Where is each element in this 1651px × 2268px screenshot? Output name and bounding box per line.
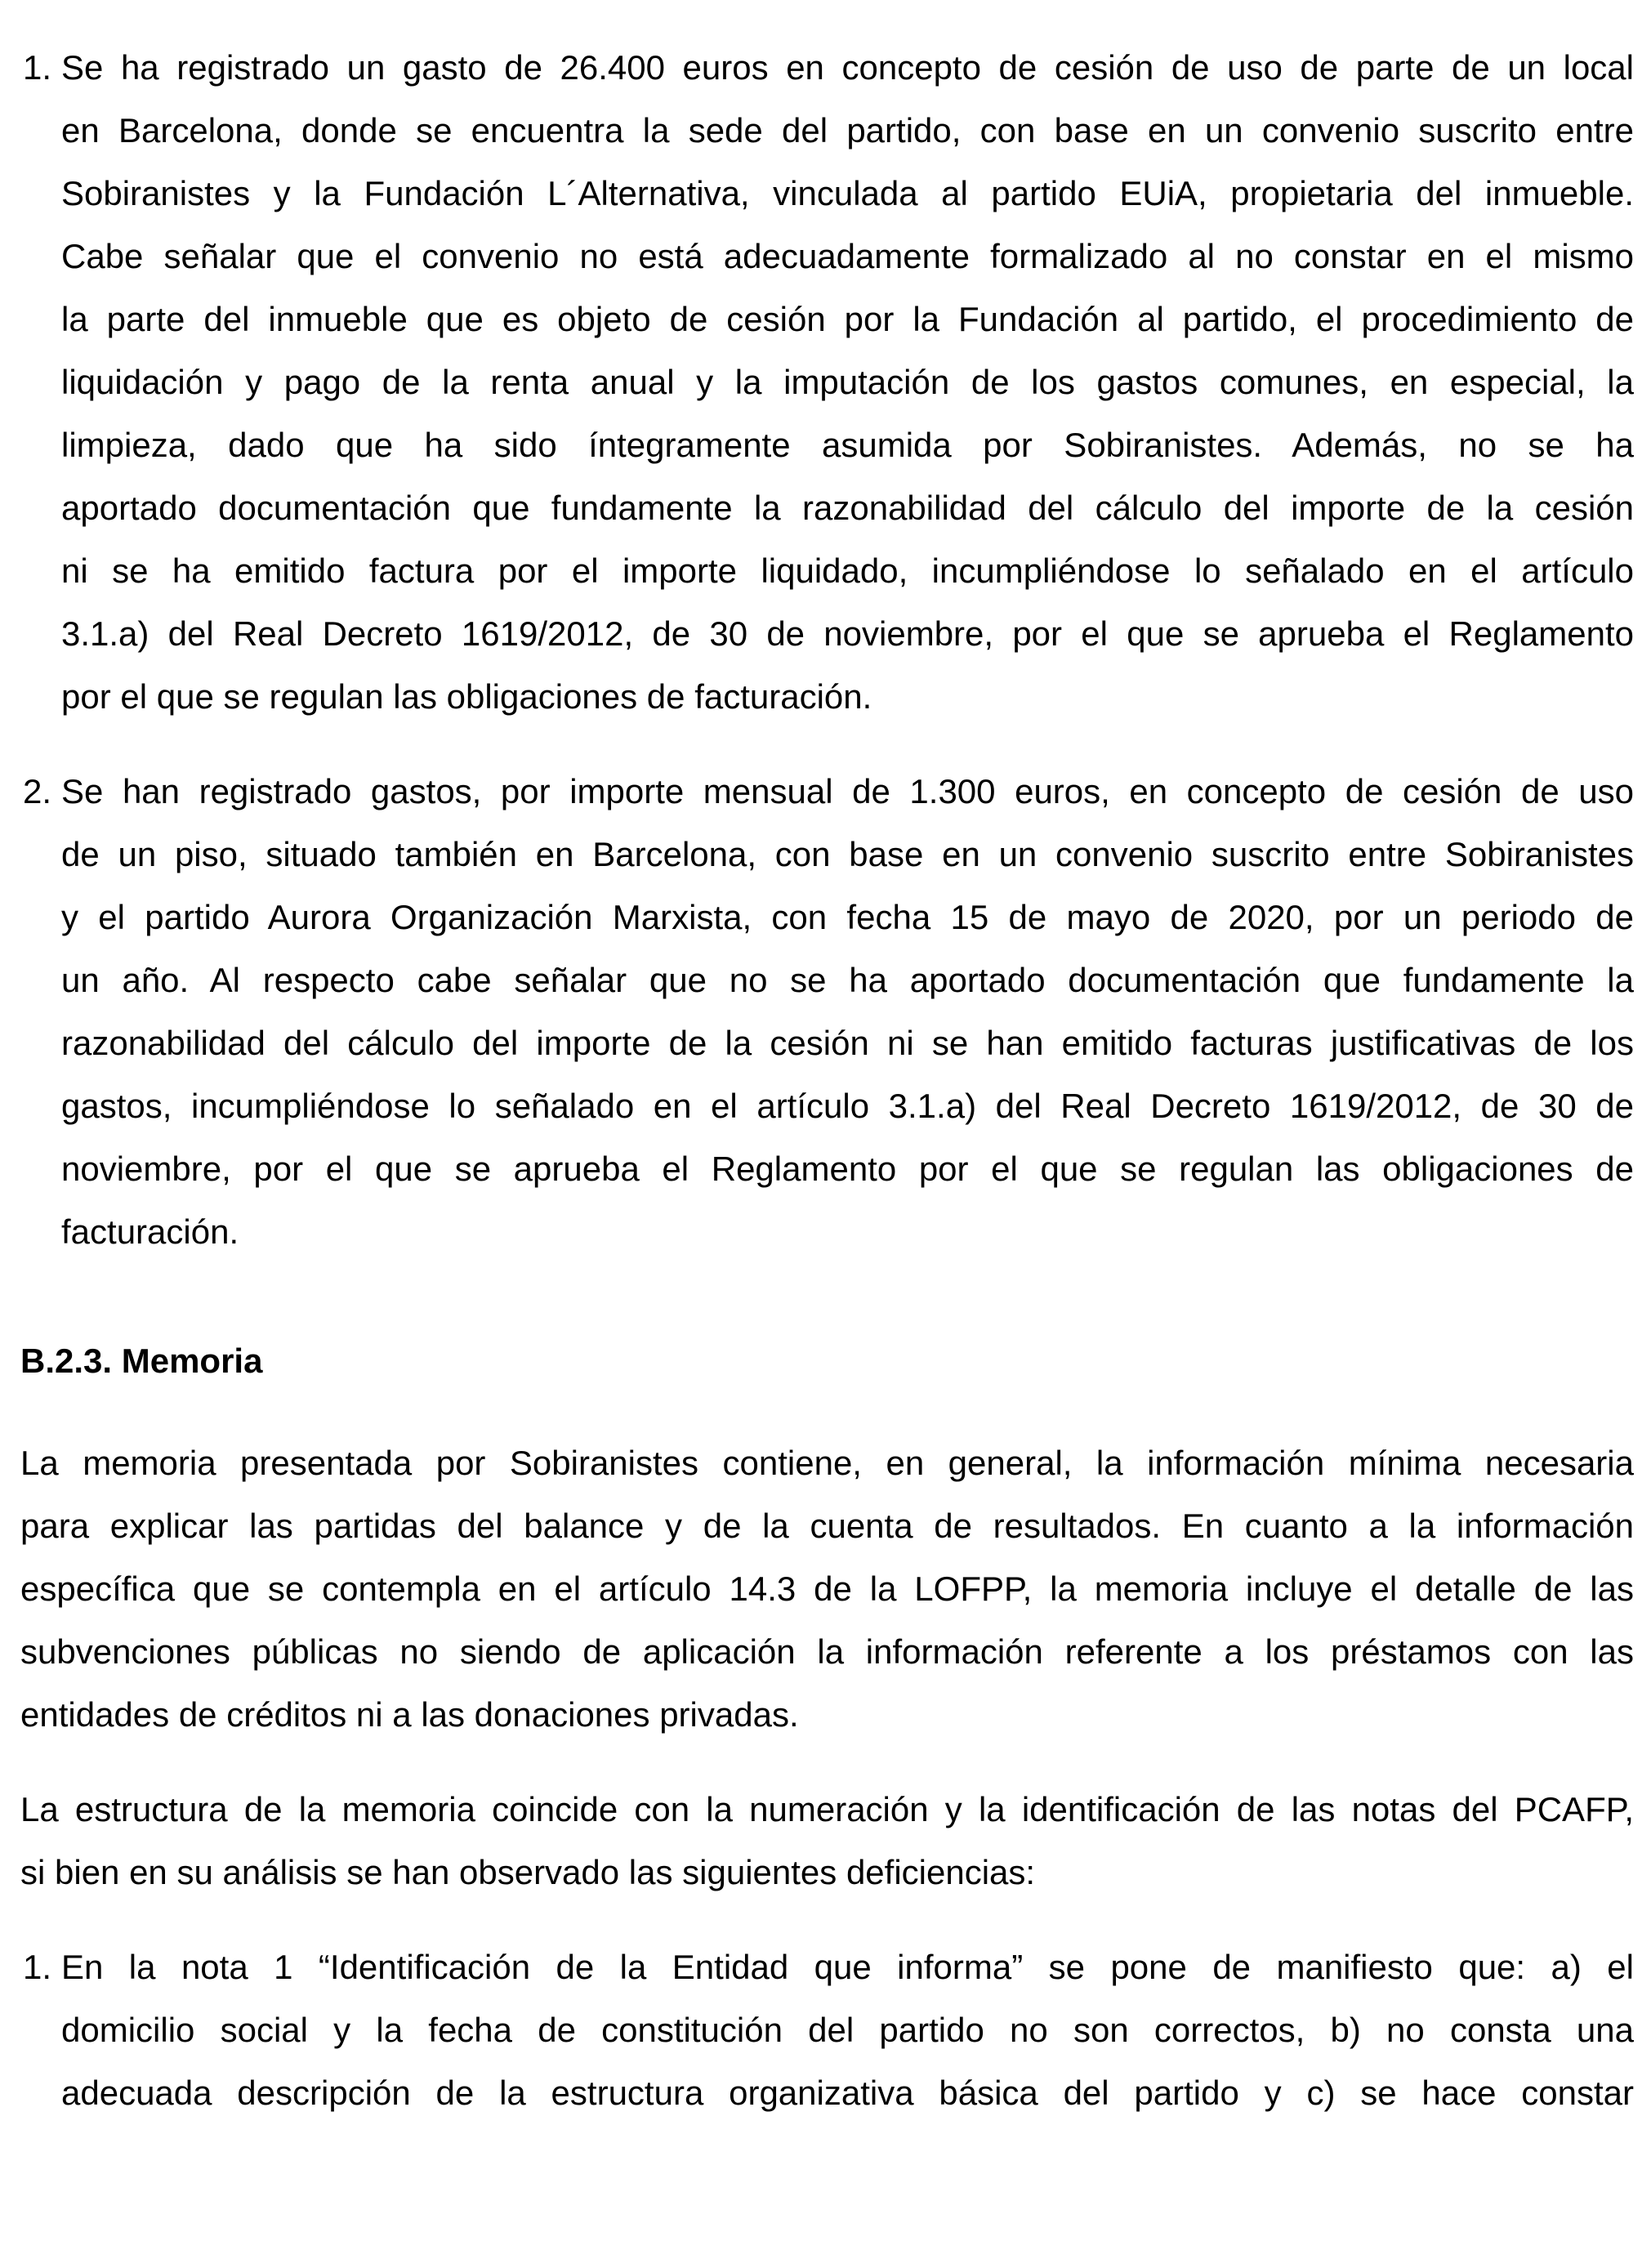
text-line: Cabe señalar que el convenio no está adecuadamente formalizado al no constar en el mismo <box>61 237 1634 275</box>
section-heading: B.2.3. Memoria <box>20 1342 263 1380</box>
text-line: específica que se contempla en el artículo 14.3 de la LOFPP, la memoria incluye el detalle de las <box>20 1569 1634 1608</box>
list-item-number: 1. <box>23 1948 52 1986</box>
text-line: si bien en su análisis se han observado las siguientes deficiencias: <box>20 1853 1036 1891</box>
text-line: de un piso, situado también en Barcelona, con base en un convenio suscrito entre Sobiranistes <box>61 835 1634 873</box>
text-line: entidades de créditos ni a las donaciones privadas. <box>20 1695 799 1734</box>
list-b-item-1 <box>20 1935 1634 2124</box>
text-line: aportado documentación que fundamente la razonabilidad del cálculo del importe de la cesión <box>61 489 1634 527</box>
text-line: y el partido Aurora Organización Marxista, con fecha 15 de mayo de 2020, por un periodo de <box>61 898 1634 936</box>
text-line: la parte del inmueble que es objeto de cesión por la Fundación al partido, el procedimiento de <box>61 300 1634 338</box>
text-line: En la nota 1 “Identificación de la Entidad que informa” se pone de manifiesto que: a) el <box>61 1948 1634 1986</box>
text-line: facturación. <box>61 1212 239 1251</box>
list-a-item-1 <box>20 36 1634 728</box>
text-line: ni se ha emitido factura por el importe liquidado, incumpliéndose lo señalado en el artículo <box>61 551 1634 590</box>
list-a-item-2 <box>20 760 1634 1263</box>
list-item-number: 2. <box>23 772 52 810</box>
text-line: un año. Al respecto cabe señalar que no se ha aportado documentación que fundamente la <box>61 961 1634 999</box>
text-line: La estructura de la memoria coincide con la numeración y la identificación de las notas del PCAFP, <box>20 1790 1634 1828</box>
text-line: para explicar las partidas del balance y de la cuenta de resultados. En cuanto a la información <box>20 1507 1634 1545</box>
text-line: liquidación y pago de la renta anual y la imputación de los gastos comunes, en especial, la <box>61 363 1634 401</box>
text-line: razonabilidad del cálculo del importe de la cesión ni se han emitido facturas justificativas de los <box>61 1024 1634 1062</box>
list-item-number: 1. <box>23 48 52 87</box>
text-line: adecuada descripción de la estructura organizativa básica del partido y c) se hace constar <box>61 2074 1634 2112</box>
text-line: por el que se regulan las obligaciones de facturación. <box>61 677 872 716</box>
text-line: 3.1.a) del Real Decreto 1619/2012, de 30 de noviembre, por el que se aprueba el Reglamento <box>61 614 1634 653</box>
text-line: subvenciones públicas no siendo de aplicación la información referente a los préstamos con las <box>20 1632 1634 1671</box>
text-line: gastos, incumpliéndose lo señalado en el artículo 3.1.a) del Real Decreto 1619/2012, de 30 de <box>61 1087 1634 1125</box>
paragraph-estructura <box>20 1778 1634 1904</box>
text-line: La memoria presentada por Sobiranistes contiene, en general, la información mínima necesaria <box>20 1444 1634 1482</box>
text-line: Se ha registrado un gasto de 26.400 euros en concepto de cesión de uso de parte de un local <box>61 48 1634 87</box>
text-line: Se han registrado gastos, por importe mensual de 1.300 euros, en concepto de cesión de uso <box>61 772 1634 810</box>
text-line: domicilio social y la fecha de constitución del partido no son correctos, b) no consta una <box>61 2011 1634 2049</box>
text-line: Sobiranistes y la Fundación L´Alternativa, vinculada al partido EUiA, propietaria del inmueble. <box>61 174 1634 212</box>
text-line: en Barcelona, donde se encuentra la sede del partido, con base en un convenio suscrito entre <box>61 111 1634 150</box>
text-line: limpieza, dado que ha sido íntegramente asumida por Sobiranistes. Además, no se ha <box>61 426 1634 464</box>
deficiencies-list <box>20 1935 1634 2124</box>
text-line: noviembre, por el que se aprueba el Reglamento por el que se regulan las obligaciones de <box>61 1150 1634 1188</box>
paragraph-memoria <box>20 1431 1634 1746</box>
